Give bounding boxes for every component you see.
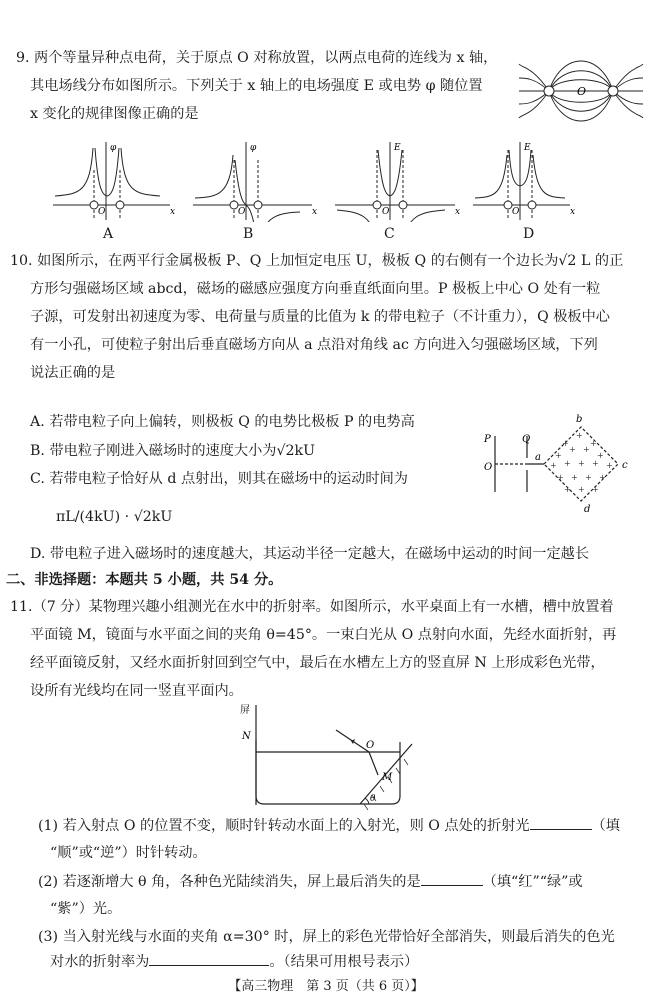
source-o-label: O — [484, 462, 493, 473]
svg-text:+: + — [557, 473, 564, 482]
svg-text:+: + — [578, 459, 585, 468]
svg-text:+: + — [564, 459, 571, 468]
q11-sub3-blank[interactable] — [149, 951, 269, 966]
q10-line-3: 子源，可发射出初速度为零、电荷量与质量的比值为 k 的带电粒子（不计重力），Q 极板中心 — [30, 309, 610, 325]
plate-p-label: P — [484, 434, 491, 445]
svg-text:+: + — [583, 445, 590, 454]
graph-a-origin: O — [98, 207, 106, 217]
q11-sub2-hint: （填“红”“绿”或 — [482, 874, 583, 890]
svg-text:+: + — [592, 459, 599, 468]
q9-line-2: 其电场线分布如图所示。下列关于 x 轴上的电场强度 E 或电势 φ 随位置 — [30, 78, 483, 94]
point-c-label: c — [622, 460, 628, 471]
mirror-m-label: M — [382, 772, 393, 783]
point-d-label: d — [584, 504, 591, 515]
q11-sub2-text: (2) 若逐渐增大 θ 角，各种色光陆续消失，屏上最后消失的是 — [38, 874, 421, 890]
graph-b-label: B — [243, 226, 254, 242]
svg-text:+: + — [606, 461, 613, 470]
q9-graphs — [50, 140, 470, 222]
graph-d-origin: O — [512, 207, 520, 217]
q9-line-3: x 变化的规律图像正确的是 — [30, 106, 199, 122]
graph-c-xaxis: x — [455, 207, 461, 217]
q11-sub1 — [38, 815, 620, 837]
graph-c-origin: O — [382, 207, 390, 217]
svg-text:+: + — [571, 473, 578, 482]
q11-sub1-blank[interactable] — [530, 815, 592, 830]
field-origin-label: O — [577, 85, 587, 98]
svg-text:+: + — [599, 473, 606, 482]
graph-b-yaxis: φ — [250, 143, 257, 153]
plate-q-label: Q — [522, 434, 531, 445]
q11-sub3-cont — [50, 951, 418, 973]
q10-option-b: B. 带电粒子刚进入磁场时的速度大小为√2kU — [30, 443, 316, 459]
q10-line-4: 有一小孔，可使粒子射出后垂直磁场方向从 a 点沿对角线 ac 方向进入匀强磁场区域，下列 — [30, 337, 598, 353]
graph-c-label: C — [384, 226, 395, 242]
graph-d-xaxis: x — [570, 207, 576, 217]
q10-option-a: A. 若带电粒子向上偏转，则极板 Q 的电势比极板 P 的电势高 — [30, 414, 415, 430]
q10-figure — [480, 408, 640, 520]
q10-line-5: 说法正确的是 — [30, 365, 116, 381]
svg-text:+: + — [576, 431, 583, 440]
svg-text:+: + — [550, 461, 557, 470]
graph-c-yaxis: E — [394, 143, 401, 153]
q11-sub3-tail: 。（结果可用根号表示） — [269, 954, 419, 970]
q10-option-c: C. 若带电粒子恰好从 d 点射出，则其在磁场中的运动时间为 — [30, 471, 408, 487]
svg-text:+: + — [555, 451, 562, 460]
page-footer: 【高三物理 第 3 页（共 6 页）】 — [228, 979, 424, 994]
q11-line-4: 设所有光线均在同一竖直平面内。 — [30, 683, 243, 699]
q11-line-3: 经平面镜反射，又经水面折射回到空气中，最后在水槽左上方的竖直屏 N 上形成彩色光带， — [30, 655, 605, 671]
incident-o-label: O — [366, 740, 375, 751]
q11-sub1-text: (1) 若入射点 O 的位置不变，顺时针转动水面上的入射光，则 O 点处的折射光 — [38, 818, 530, 834]
screen-label: 屏 — [240, 705, 250, 716]
section-2-heading: 二、非选择题：本题共 5 小题，共 54 分。 — [6, 572, 283, 588]
graph-b-origin: O — [238, 207, 246, 217]
graph-d-yaxis: E — [524, 143, 531, 153]
q11-figure — [236, 700, 426, 810]
screen-n-label: N — [242, 731, 251, 742]
q11-sub2 — [38, 871, 583, 893]
q11-sub1-cont: “顺”或“逆”）时针转动。 — [50, 845, 207, 861]
svg-text:+: + — [564, 485, 571, 494]
point-b-label: b — [576, 414, 583, 425]
q10-option-c-expr: πL/(4kU) · √2kU — [56, 509, 173, 525]
svg-text:+: + — [590, 439, 597, 448]
graph-a-yaxis: φ — [110, 143, 117, 153]
q10-line-1: 10. 如图所示，在两平行金属极板 P、Q 上加恒定电压 U，极板 Q 的右侧有一个边长为√2 L 的正 — [10, 253, 624, 269]
graph-d — [470, 140, 580, 222]
q11-line-1: 11.（7 分）某物理兴趣小组测光在水中的折射率。如图所示，水平桌面上有一水槽，槽中放置着 — [10, 599, 614, 615]
q9-line-1: 9. 两个等量异种点电荷，关于原点 O 对称放置，以两点电荷的连线为 x 轴， — [16, 50, 498, 66]
graph-a-label: A — [103, 226, 114, 242]
q11-line-2: 平面镜 M，镜面与水平面之间的夹角 θ=45°。一束白光从 O 点射向水面，先经水面折射，再 — [30, 627, 617, 643]
svg-text:+: + — [592, 485, 599, 494]
q11-sub3-text: 对水的折射率为 — [50, 954, 150, 970]
q10-line-2: 方形匀强磁场区域 abcd，磁场的磁感应强度方向垂直纸面向里。P 极板上中心 O 处有一粒 — [30, 281, 601, 297]
svg-text:+: + — [578, 485, 585, 494]
q11-sub2-blank[interactable] — [421, 871, 483, 886]
q10-option-d: D. 带电粒子进入磁场时的速度越大，其运动半径一定越大，在磁场中运动的时间一定越长 — [30, 546, 590, 562]
q11-sub2-cont: “紫”）光。 — [50, 901, 122, 917]
graph-d-label: D — [523, 226, 535, 242]
theta-label: θ — [370, 794, 376, 804]
graph-a-xaxis: x — [170, 207, 176, 217]
point-a-label: a — [535, 452, 541, 463]
graph-b-xaxis: x — [312, 207, 318, 217]
svg-text:+: + — [597, 451, 604, 460]
svg-text:+: + — [569, 445, 576, 454]
field-lines-figure — [517, 56, 645, 126]
q11-sub1-hint: （填 — [591, 818, 620, 834]
q11-sub3: (3) 当入射光线与水面的夹角 α=30° 时，屏上的彩色光带恰好全部消失，则最后消失的色光 — [38, 929, 615, 945]
svg-text:+: + — [562, 439, 569, 448]
svg-text:+: + — [585, 473, 592, 482]
